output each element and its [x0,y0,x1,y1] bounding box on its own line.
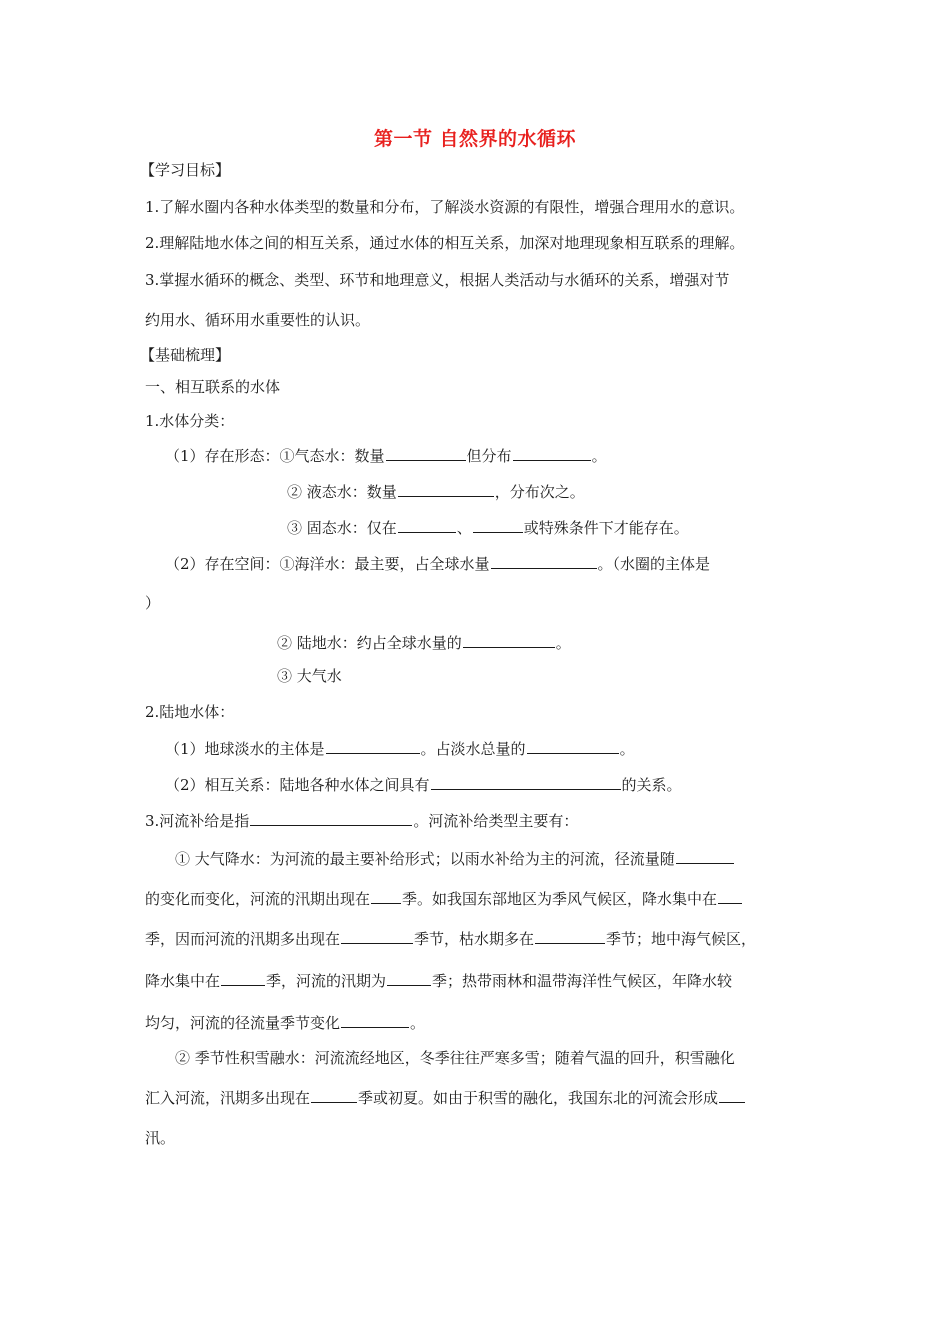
blank-field[interactable] [473,517,523,533]
blank-field[interactable] [341,1012,409,1028]
blank-field[interactable] [371,888,401,904]
goal-3: 3.掌握水循环的概念、类型、环节和地理意义，根据人类活动与水循环的关系，增强对节 [145,271,730,289]
line-air-water: ③ 大气水 [277,667,342,685]
line-solid-water: ③ 固态水：仅在 、 或特殊条件下才能存在。 [287,519,689,537]
question-3: 3.河流补给是指 。河流补给类型主要有： [145,812,579,830]
blank-field[interactable] [387,970,431,986]
blank-field[interactable] [221,970,265,986]
blank-field[interactable] [527,738,619,754]
blank-field[interactable] [463,632,555,648]
para-snow-2: 汇入河流，汛期多出现在 季或初夏。如由于积雪的融化，我国东北的河流会形成 [145,1087,950,1108]
line-liquid-water: ② 液态水：数量 ，分布次之。 [287,483,585,501]
blank-field[interactable] [341,928,413,944]
blank-field[interactable] [719,1087,745,1103]
line-freshwater: （1）地球淡水的主体是 。占淡水总量的 。 [165,740,635,758]
blank-field[interactable] [491,553,597,569]
question-1: 1.水体分类： [145,412,235,430]
line-ocean-water-cont: ） [145,594,161,612]
para-snow-1: ② 季节性积雪融水：河流流经地区，冬季往往严寒多雪；随着气温的回升，积雪融化 [175,1049,735,1067]
blank-field[interactable] [398,517,456,533]
line-gas-water: （1）存在形态：①气态水：数量 但分布 。 [165,447,607,465]
para-rain-1: ① 大气降水：为河流的最主要补给形式；以雨水补给为主的河流，径流量随 [175,848,950,869]
blank-field[interactable] [311,1087,357,1103]
line-relationship: （2）相互关系：陆地各种水体之间具有 的关系。 [165,776,682,794]
goal-3-cont: 约用水、循环用水重要性的认识。 [145,311,371,329]
blank-field[interactable] [513,445,591,461]
para-rain-4: 降水集中在 季，河流的汛期为 季；热带雨林和温带海洋性气候区，年降水较 [145,972,733,990]
para-rain-3: 季，因而河流的汛期多出现在 季节，枯水期多在 季节；地中海气候区， [145,930,757,948]
line-ocean-water: （2）存在空间：①海洋水：最主要，占全球水量 。（水圈的主体是 [165,555,711,573]
page-title: 第一节 自然界的水循环 [373,128,577,150]
blank-field[interactable] [431,774,621,790]
section-header-basics: 【基础梳理】 [140,346,231,364]
blank-field[interactable] [676,848,734,864]
blank-field[interactable] [398,481,494,497]
blank-field[interactable] [535,928,605,944]
question-2: 2.陆地水体： [145,703,235,721]
blank-field[interactable] [718,888,742,904]
blank-field[interactable] [326,738,420,754]
para-snow-3: 汛。 [145,1129,176,1147]
para-rain-2: 的变化而变化，河流的汛期出现在 季。如我国东部地区为季风气候区，降水集中在 [145,888,950,909]
goal-2: 2.理解陆地水体之间的相互关系，通过水体的相互关系，加深对地理现象相互联系的理解。 [145,234,745,252]
line-land-water: ② 陆地水：约占全球水量的 。 [277,634,571,652]
goal-1: 1.了解水圈内各种水体类型的数量和分布，了解淡水资源的有限性，增强合理用水的意识。 [145,198,745,216]
blank-field[interactable] [386,445,466,461]
blank-field[interactable] [250,810,412,826]
section-header-goals: 【学习目标】 [140,161,231,179]
para-rain-5: 均匀，河流的径流量季节变化 。 [145,1014,426,1032]
section-1-title: 一、相互联系的水体 [145,378,281,396]
